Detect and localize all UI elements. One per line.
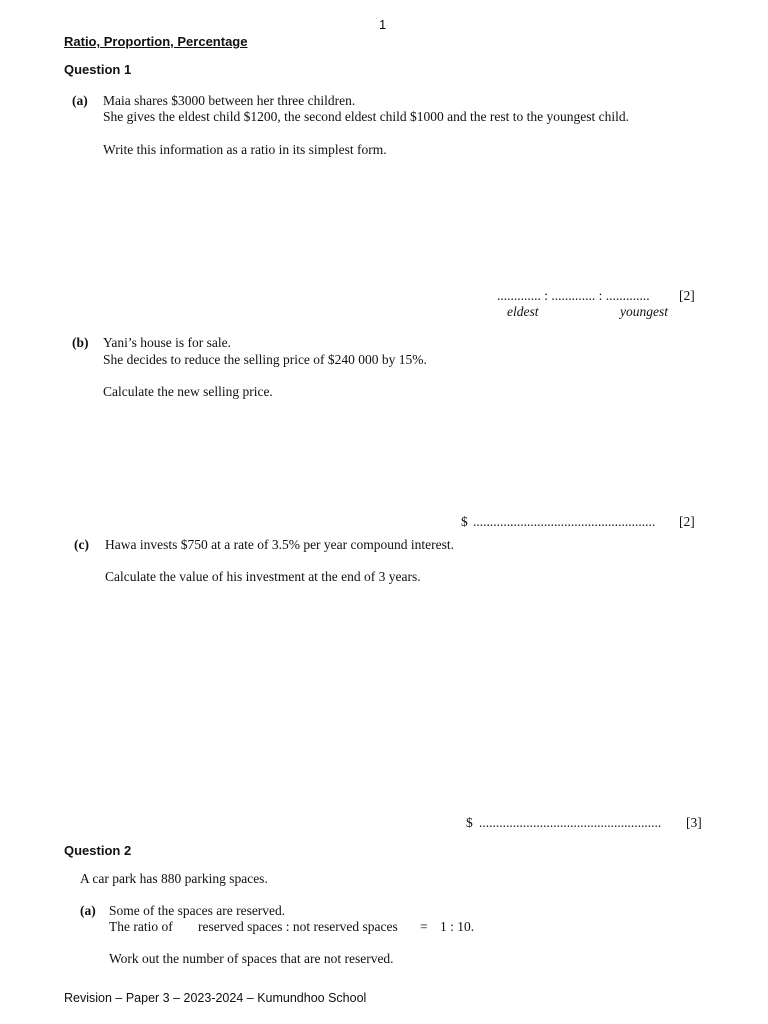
question-2-title: Question 2: [64, 843, 132, 858]
q1a-line2: She gives the eldest child $1200, the second eldest child $1000 and the rest to the youngest child.: [103, 109, 630, 124]
q1b-answer-line: ......................................................: [473, 514, 656, 529]
q1b-currency: $: [461, 514, 468, 529]
q1b-line2: She decides to reduce the selling price of $240 000 by 15%.: [103, 352, 427, 367]
topic-title: Ratio, Proportion, Percentage: [64, 34, 248, 49]
q1a-line1: Maia shares $3000 between her three children.: [103, 93, 356, 108]
question-1-title: Question 1: [64, 62, 132, 77]
page-number: 1: [379, 17, 387, 32]
q2a-label: (a): [80, 903, 96, 918]
q2a-line2-equals: =: [420, 919, 428, 934]
q1a-line3: Write this information as a ratio in its simplest form.: [103, 142, 387, 157]
q2a-line2-value: 1 : 10.: [440, 919, 475, 934]
q1a-marks: [2]: [679, 288, 695, 303]
q1c-marks: [3]: [686, 815, 702, 830]
q2a-line1: Some of the spaces are reserved.: [109, 903, 286, 918]
q1b-line1: Yani’s house is for sale.: [103, 335, 231, 350]
q1c-label: (c): [74, 537, 89, 552]
q1a-label: (a): [72, 93, 88, 108]
q2a-line2-prefix: The ratio of: [109, 919, 173, 934]
q1c-line1: Hawa invests $750 at a rate of 3.5% per year compound interest.: [105, 537, 455, 552]
q2a-line2-ratio: reserved spaces : not reserved spaces: [198, 919, 398, 934]
footer: Revision – Paper 3 – 2023-2024 – Kumundhoo School: [64, 991, 367, 1005]
q1c-currency: $: [466, 815, 473, 830]
q1c-line2: Calculate the value of his investment at the end of 3 years.: [105, 569, 421, 584]
q1a-answer-line: ............. : ............. : .............: [497, 288, 650, 303]
q1a-label-youngest: youngest: [620, 304, 668, 319]
q1b-marks: [2]: [679, 514, 695, 529]
q2-intro: A car park has 880 parking spaces.: [80, 871, 268, 886]
q1b-line3: Calculate the new selling price.: [103, 384, 273, 399]
q1c-answer-line: ......................................................: [479, 815, 662, 830]
q2a-line3: Work out the number of spaces that are not reserved.: [109, 951, 394, 966]
q1b-label: (b): [72, 335, 89, 350]
q1a-label-eldest: eldest: [507, 304, 539, 319]
